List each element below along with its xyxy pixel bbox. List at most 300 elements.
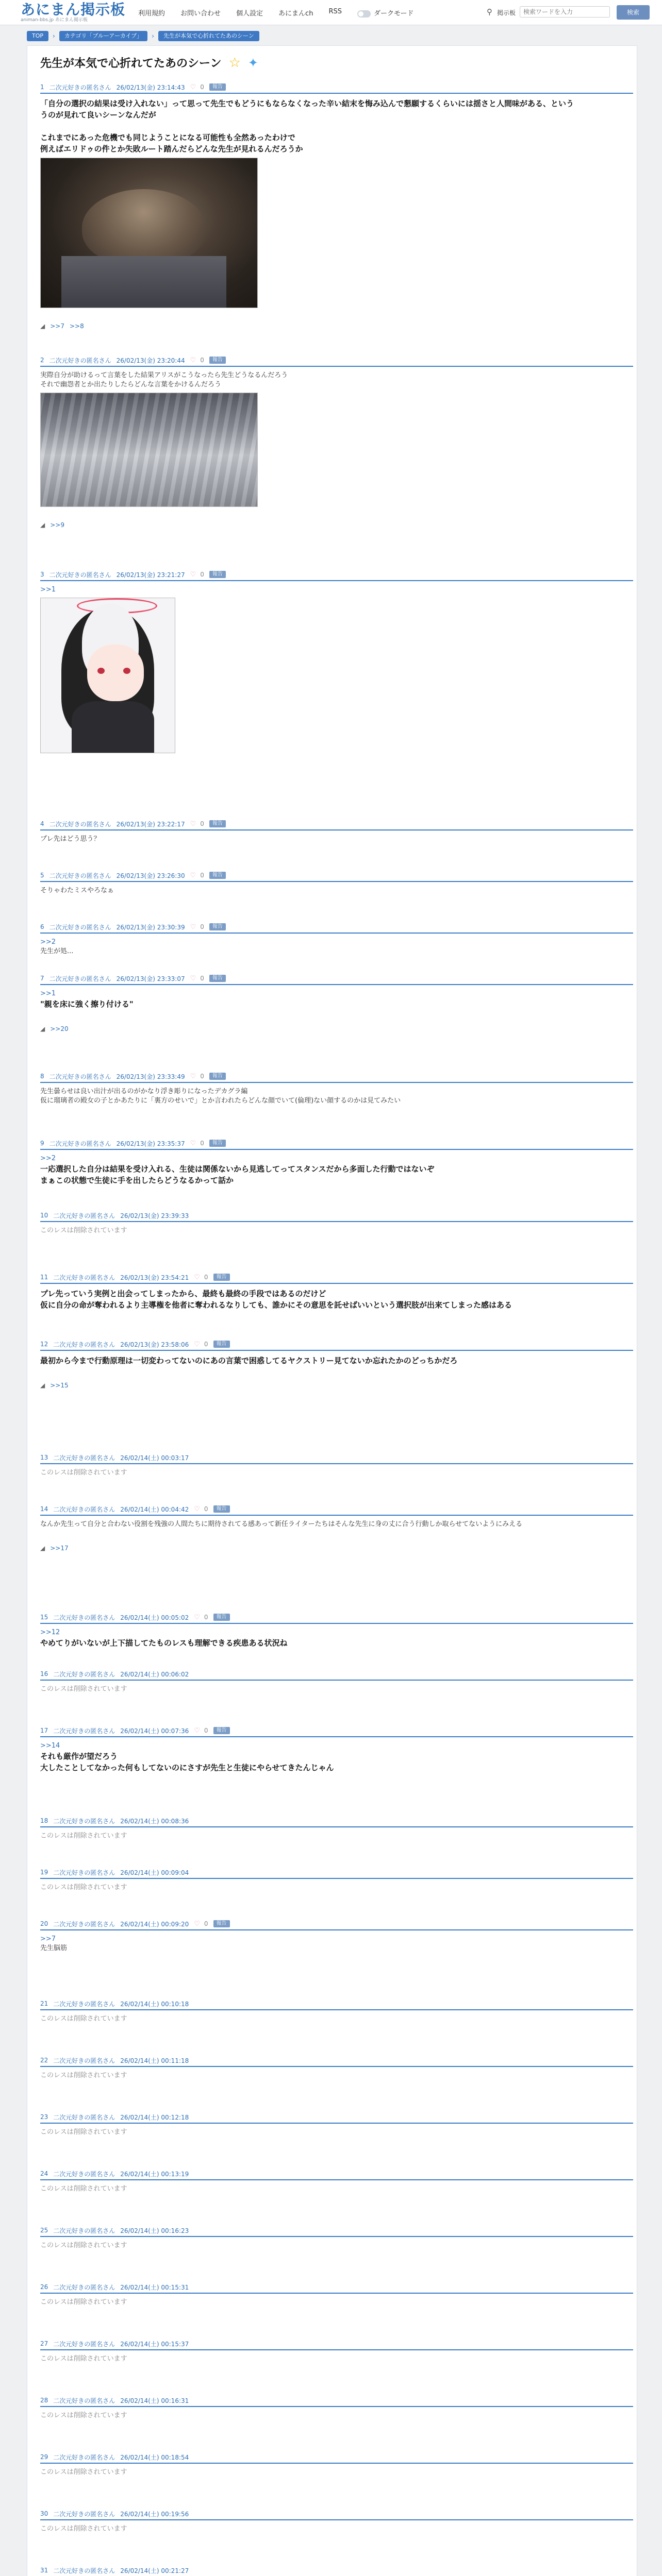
post <box>40 922 633 955</box>
post-number[interactable]: 23 <box>40 2113 48 2121</box>
post-date: 26/02/14(土) 00:06:02 <box>120 1670 189 1678</box>
post-body-line: プレ先はどう思う？ <box>40 835 101 843</box>
post-header <box>40 1999 633 2008</box>
post <box>40 82 633 330</box>
post-number[interactable]: 26 <box>40 2283 48 2291</box>
post <box>40 1669 633 1693</box>
like-heart-icon[interactable]: ♡ <box>190 820 196 828</box>
post-header <box>40 1669 633 1679</box>
deleted-message: このレスは削除されています <box>40 2015 127 2023</box>
post-number[interactable]: 21 <box>40 2000 48 2007</box>
post-date: 26/02/14(土) 00:16:31 <box>120 2397 189 2404</box>
deleted-message: このレスは削除されています <box>40 1884 127 1891</box>
post-body-line: 大したことしてなかった何もしてないのにさすが先生と生徒にやらせてきたんじゃん <box>40 1763 334 1772</box>
post-header <box>40 2396 633 2405</box>
post-header <box>40 1919 633 1928</box>
like-count: 0 <box>200 357 204 364</box>
post-author: 二次元好きの匿名さん <box>53 2510 115 2518</box>
post-author: 二次元好きの匿名さん <box>53 1920 115 1928</box>
replies-icon: ◢ <box>40 1025 45 1032</box>
report-button[interactable]: 報告 <box>209 1073 226 1080</box>
post-header <box>40 570 633 579</box>
report-button[interactable]: 報告 <box>209 820 226 827</box>
like-count: 0 <box>204 1274 208 1281</box>
report-button[interactable]: 報告 <box>209 872 226 879</box>
post <box>40 2169 633 2193</box>
post-divider <box>40 2123 633 2124</box>
post-header <box>40 2282 633 2292</box>
post-divider <box>40 1929 633 1930</box>
post <box>40 1340 633 1389</box>
post-header <box>40 1816 633 1825</box>
post-author: 二次元好きの匿名さん <box>53 2057 115 2064</box>
search-bar <box>485 5 650 20</box>
post-divider <box>40 2066 633 2067</box>
post <box>40 974 633 1032</box>
post-author: 二次元好きの匿名さん <box>49 83 111 91</box>
post-header <box>40 1072 633 1081</box>
report-button[interactable]: 報告 <box>209 975 226 982</box>
post <box>40 1816 633 1840</box>
post-body-line: これまでにあった危機でも同じようことになる可能性も全然あったわけで <box>40 133 295 142</box>
post-body-line: 先生曇らせは良い出汁が出るのがかなり浮き彫りになったデカグラ編 <box>40 1088 248 1095</box>
reference-link[interactable]: >>15 <box>50 1382 69 1389</box>
post-number[interactable]: 20 <box>40 1920 48 1927</box>
like-count: 0 <box>200 820 204 827</box>
post-author: 二次元好きの匿名さん <box>49 872 111 879</box>
post <box>40 2566 633 2575</box>
post-number[interactable]: 4 <box>40 820 44 827</box>
search-button[interactable]: 検索 <box>617 5 650 20</box>
post-author: 二次元好きの匿名さん <box>53 1505 115 1513</box>
post <box>40 1919 633 1952</box>
post-header <box>40 1726 633 1735</box>
post-body-line: 実際自分が助けるって言葉をした結果アリスがこうなったら先生どうなるんだろう <box>40 371 288 379</box>
post-author: 二次元好きの匿名さん <box>53 1454 115 1462</box>
deleted-message: このレスは削除されています <box>40 1227 127 1234</box>
post <box>40 1273 633 1310</box>
post-number[interactable]: 19 <box>40 1869 48 1876</box>
breadcrumb-category[interactable]: カテゴリ「ブルーアーカイブ」 <box>59 31 147 41</box>
post <box>40 819 633 843</box>
reference-link[interactable]: >>8 <box>69 323 84 330</box>
post-body-line: 先生が処... <box>40 947 74 955</box>
report-button[interactable]: 報告 <box>209 1140 226 1147</box>
like-heart-icon[interactable]: ♡ <box>190 356 196 364</box>
post-number[interactable]: 24 <box>40 2170 48 2177</box>
post <box>40 1613 633 1648</box>
post <box>40 1868 633 1891</box>
post-date: 26/02/14(土) 00:12:18 <box>120 2113 189 2121</box>
reply-anchor[interactable]: >>12 <box>40 1629 60 1636</box>
post-date: 26/02/13(金) 23:21:27 <box>116 571 185 579</box>
deleted-message: このレスは削除されています <box>40 2128 127 2136</box>
post-number[interactable]: 17 <box>40 1727 48 1734</box>
post-number[interactable]: 6 <box>40 923 44 930</box>
site-logo-text: あにまん掲示板 <box>21 1 126 18</box>
post-number[interactable]: 28 <box>40 2397 48 2404</box>
thread-title: 先生が本気で心折れてたあのシーン <box>40 57 222 70</box>
report-button[interactable]: 報告 <box>213 1727 230 1734</box>
post <box>40 1139 633 1185</box>
post-number[interactable]: 16 <box>40 1670 48 1677</box>
reference-link[interactable]: >>20 <box>50 1025 69 1032</box>
post-date: 26/02/13(金) 23:54:21 <box>120 1274 189 1281</box>
post <box>40 2056 633 2079</box>
post-header <box>40 1868 633 1877</box>
post-author: 二次元好きの匿名さん <box>53 2453 115 2461</box>
post-header <box>40 2339 633 2348</box>
like-count: 0 <box>200 975 204 982</box>
reply-anchor[interactable]: >>1 <box>40 990 56 997</box>
like-count: 0 <box>204 1614 208 1621</box>
post-date: 26/02/13(金) 23:22:17 <box>116 820 185 828</box>
post-body-line: 仮に瑠璃者の殿女の子とかあたりに「裏方のせいで」とか言われたらどんな顔でいて(倫理)ない顔するのかは見てみたい <box>40 1097 401 1105</box>
post <box>40 2112 633 2136</box>
post <box>40 1726 633 1772</box>
site-logo[interactable] <box>21 2 125 23</box>
like-count: 0 <box>204 1505 208 1513</box>
post-divider <box>40 2406 633 2407</box>
post-divider <box>40 1623 633 1624</box>
post-author: 二次元好きの匿名さん <box>53 1341 115 1348</box>
like-heart-icon[interactable]: ♡ <box>190 923 196 931</box>
post-date: 26/02/14(土) 00:15:31 <box>120 2283 189 2291</box>
post-author: 二次元好きの匿名さん <box>49 571 111 579</box>
post-header <box>40 871 633 880</box>
nav-settings[interactable]: 個人設定 <box>236 10 263 18</box>
post-body-line: 先生脳筋 <box>40 1944 68 1952</box>
deleted-message: このレスは削除されています <box>40 1832 127 1840</box>
nav-contact[interactable]: お問い合わせ <box>180 10 221 18</box>
breadcrumb-top[interactable]: TOP <box>27 31 48 41</box>
post-divider <box>40 1350 633 1351</box>
like-heart-icon[interactable]: ♡ <box>190 570 196 579</box>
reply-anchor[interactable]: >>7 <box>40 1935 56 1943</box>
reply-anchor[interactable]: >>2 <box>40 1155 56 1162</box>
like-heart-icon[interactable]: ♡ <box>190 1072 196 1080</box>
like-count: 0 <box>200 83 204 91</box>
post-image[interactable] <box>40 393 258 507</box>
reference-link[interactable]: >>7 <box>50 323 64 330</box>
like-count: 0 <box>204 1341 208 1348</box>
post-number[interactable]: 30 <box>40 2510 48 2517</box>
post-header <box>40 974 633 983</box>
post-date: 26/02/13(金) 23:33:49 <box>116 1073 185 1080</box>
deleted-message: このレスは削除されています <box>40 2072 127 2079</box>
post-date: 26/02/14(土) 00:11:18 <box>120 2057 189 2064</box>
post-divider <box>40 2179 633 2180</box>
post-divider <box>40 1149 633 1150</box>
post-body-line: プレ先っていう実例と出会ってしまったから、最終も最終の手段ではあるのだけど <box>40 1289 326 1298</box>
post-number[interactable]: 14 <box>40 1505 48 1513</box>
post-header <box>40 355 633 365</box>
post-divider <box>40 829 633 831</box>
post-divider <box>40 1463 633 1464</box>
breadcrumb-separator-icon: › <box>152 32 154 40</box>
post-author: 二次元好きの匿名さん <box>53 1670 115 1678</box>
post-header <box>40 2056 633 2065</box>
post <box>40 871 633 894</box>
reference-link[interactable]: >>9 <box>50 521 64 529</box>
report-button[interactable]: 報告 <box>213 1920 230 1927</box>
deleted-message: このレスは削除されています <box>40 2468 127 2476</box>
post-body-line: なんか先生って自分と合わない役割を残強の人間たちに期待されてる感あって新任ライターたちはそんな先生に身の丈に合う行動しか取らせてないようにみえる <box>40 1520 523 1528</box>
replies-icon: ◢ <box>40 1382 45 1389</box>
post-author: 二次元好きの匿名さん <box>49 357 111 364</box>
post-date: 26/02/13(金) 23:58:06 <box>120 1341 189 1348</box>
post <box>40 1504 633 1552</box>
post-divider <box>40 984 633 985</box>
post-date: 26/02/14(土) 00:21:27 <box>120 2567 189 2574</box>
post-header <box>40 2452 633 2462</box>
post-header <box>40 1273 633 1282</box>
post-date: 26/02/13(金) 23:33:07 <box>116 975 185 982</box>
post-date: 26/02/14(土) 00:07:36 <box>120 1727 189 1735</box>
report-button[interactable]: 報告 <box>209 923 226 930</box>
post-body-line: それも厳作が望だろう <box>40 1752 118 1761</box>
post-date: 26/02/13(金) 23:14:43 <box>116 83 185 91</box>
post-number[interactable]: 27 <box>40 2340 48 2347</box>
darkmode-toggle[interactable] <box>357 8 413 18</box>
post-date: 26/02/14(土) 00:16:23 <box>120 2227 189 2234</box>
post-author: 二次元好きの匿名さん <box>49 975 111 982</box>
search-scope-label: 掲示板 <box>497 9 516 16</box>
post-body-line: 最初から今まで行動原理は一切変わってないのにあの言葉で困惑してるヤクストリー見てないか忘れたかのどっちかだろ <box>40 1356 458 1365</box>
like-heart-icon[interactable]: ♡ <box>194 1920 200 1928</box>
post <box>40 1453 633 1477</box>
post-date: 26/02/13(金) 23:35:37 <box>116 1140 185 1147</box>
post <box>40 1999 633 2023</box>
image-detail <box>123 668 130 674</box>
post-author: 二次元好きの匿名さん <box>49 1140 111 1147</box>
post-divider <box>40 1283 633 1284</box>
post-divider <box>40 2293 633 2294</box>
report-button[interactable]: 報告 <box>209 571 226 578</box>
post-header <box>40 2226 633 2235</box>
like-count: 0 <box>204 1727 208 1734</box>
post-number[interactable]: 1 <box>40 83 44 91</box>
post-divider <box>40 1680 633 1681</box>
post-header <box>40 2509 633 2518</box>
post-author: 二次元好きの匿名さん <box>53 2227 115 2234</box>
post-author: 二次元好きの匿名さん <box>53 2170 115 2178</box>
post-header <box>40 2566 633 2575</box>
reply-anchor[interactable]: >>1 <box>40 586 56 594</box>
post-number[interactable]: 10 <box>40 1212 48 1219</box>
post-header <box>40 1613 633 1622</box>
top-bar <box>0 0 662 25</box>
post-divider <box>40 1221 633 1222</box>
post-divider <box>40 1736 633 1737</box>
post-header <box>40 819 633 828</box>
like-count: 0 <box>200 1140 204 1147</box>
post-divider <box>40 1878 633 1879</box>
post-author: 二次元好きの匿名さん <box>53 2340 115 2348</box>
post-divider <box>40 93 633 94</box>
post-number[interactable]: 29 <box>40 2453 48 2461</box>
post-number[interactable]: 2 <box>40 357 44 364</box>
post-body-line: 仮に自分の命が奪われるより主導権を他者に奪われるなりしても、誰かにその意思を託せばいいという選択肢が出来てしまった感はある <box>40 1300 512 1310</box>
like-heart-icon[interactable]: ♡ <box>194 1726 200 1735</box>
post-date: 26/02/14(土) 00:13:19 <box>120 2170 189 2178</box>
post-date: 26/02/14(土) 00:08:36 <box>120 1817 189 1825</box>
post-author: 二次元好きの匿名さん <box>53 2567 115 2574</box>
post <box>40 355 633 529</box>
post-header <box>40 1453 633 1462</box>
deleted-message: このレスは削除されています <box>40 2298 127 2306</box>
like-heart-icon[interactable]: ♡ <box>190 83 196 91</box>
post <box>40 1211 633 1234</box>
post-body-line: やめてりがいないが上下描してたものレスも理解できる疾患ある状況ね <box>40 1638 288 1648</box>
post-divider <box>40 2519 633 2520</box>
post-divider <box>40 1515 633 1516</box>
post-date: 26/02/14(土) 00:18:54 <box>120 2453 189 2461</box>
like-count: 0 <box>200 872 204 879</box>
post-divider <box>40 2236 633 2237</box>
report-button[interactable]: 報告 <box>209 83 226 91</box>
deleted-message: このレスは削除されています <box>40 2242 127 2249</box>
nav-animan-ch[interactable]: あにまんch <box>278 10 313 18</box>
breadcrumb <box>27 31 259 41</box>
post-divider <box>40 1826 633 1827</box>
post-header <box>40 1211 633 1220</box>
post-body-line: 「自分の選択の結果は受け入れない」って思って先生でもどうにもならなくなった辛い結末を悔み込んで懇願するくらいには揺さと人間味がある、という <box>40 99 574 108</box>
image-detail <box>72 701 154 753</box>
post-author: 二次元好きの匿名さん <box>53 2000 115 2008</box>
darkmode-label: ダークモード <box>373 10 414 18</box>
post-number[interactable]: 11 <box>40 1274 48 1281</box>
nav-rss[interactable]: RSS <box>328 8 342 15</box>
like-heart-icon[interactable]: ♡ <box>194 1273 200 1281</box>
deleted-message: このレスは削除されています <box>40 2525 127 2533</box>
reply-anchor[interactable]: >>14 <box>40 1742 60 1750</box>
deleted-message: このレスは削除されています <box>40 1685 127 1693</box>
post-header <box>40 2169 633 2178</box>
post-number[interactable]: 3 <box>40 571 44 578</box>
like-heart-icon[interactable]: ♡ <box>194 1613 200 1621</box>
nav-terms[interactable]: 利用規約 <box>138 10 166 18</box>
post-body-line: 例えばエリドゥの件とか失敗ルート踏んだらどんな先生が見れるんだろうか <box>40 144 303 154</box>
post-number[interactable]: 22 <box>40 2057 48 2064</box>
post-author: 二次元好きの匿名さん <box>53 2397 115 2404</box>
breadcrumb-separator-icon: › <box>53 32 55 40</box>
post <box>40 2339 633 2363</box>
post-number[interactable]: 12 <box>40 1341 48 1348</box>
reply-references <box>40 1025 74 1032</box>
report-button[interactable]: 報告 <box>209 357 226 364</box>
post-number[interactable]: 13 <box>40 1454 48 1461</box>
post-author: 二次元好きの匿名さん <box>53 1614 115 1621</box>
post <box>40 2226 633 2249</box>
reply-references <box>40 1382 74 1389</box>
replies-icon: ◢ <box>40 1545 45 1552</box>
post-date: 26/02/13(金) 23:26:30 <box>116 872 185 879</box>
reply-references <box>40 1545 74 1552</box>
post-header <box>40 1139 633 1148</box>
post-date: 26/02/14(土) 00:03:17 <box>120 1454 189 1462</box>
favorite-star-icon[interactable]: ☆ <box>228 55 241 71</box>
post-number[interactable]: 9 <box>40 1140 44 1147</box>
post <box>40 2396 633 2419</box>
post-header <box>40 2112 633 2122</box>
post-date: 26/02/13(金) 23:39:33 <box>120 1212 189 1219</box>
post <box>40 1072 633 1105</box>
reference-link[interactable]: >>17 <box>50 1545 69 1552</box>
post-author: 二次元好きの匿名さん <box>53 1817 115 1825</box>
post-author: 二次元好きの匿名さん <box>49 820 111 828</box>
like-heart-icon[interactable]: ♡ <box>194 1340 200 1348</box>
report-button[interactable]: 報告 <box>213 1614 230 1621</box>
post-date: 26/02/13(金) 23:30:39 <box>116 923 185 931</box>
post-number[interactable]: 18 <box>40 1817 48 1824</box>
like-count: 0 <box>204 1920 208 1927</box>
like-heart-icon[interactable]: ♡ <box>190 871 196 879</box>
post-author: 二次元好きの匿名さん <box>53 1869 115 1876</box>
reply-anchor[interactable]: >>2 <box>40 938 56 946</box>
post-divider <box>40 933 633 934</box>
report-button[interactable]: 報告 <box>213 1274 230 1281</box>
post-number[interactable]: 7 <box>40 975 44 982</box>
replies-icon: ◢ <box>40 323 45 330</box>
post-number[interactable]: 25 <box>40 2227 48 2234</box>
top-nav <box>138 8 413 18</box>
search-icon: ⚲ <box>487 7 492 16</box>
post-author: 二次元好きの匿名さん <box>53 2113 115 2121</box>
search-input[interactable] <box>520 6 610 18</box>
post <box>40 2509 633 2533</box>
post-number[interactable]: 5 <box>40 872 44 879</box>
post-author: 二次元好きの匿名さん <box>49 923 111 931</box>
image-detail <box>87 645 144 701</box>
post-date: 26/02/14(土) 00:09:20 <box>120 1920 189 1928</box>
post-number[interactable]: 8 <box>40 1073 44 1080</box>
post <box>40 2282 633 2306</box>
post-body-line: そりゃわたミスやろなぁ <box>40 887 114 894</box>
post-number[interactable]: 31 <box>40 2567 48 2574</box>
like-heart-icon[interactable]: ♡ <box>190 1139 196 1147</box>
post-author: 二次元好きの匿名さん <box>53 1727 115 1735</box>
post-body-line: "親を床に強く擦り付ける" <box>40 999 134 1009</box>
like-heart-icon[interactable]: ♡ <box>190 974 196 982</box>
post-date: 26/02/14(土) 00:05:02 <box>120 1614 189 1621</box>
post-image[interactable] <box>40 598 175 753</box>
post-author: 二次元好きの匿名さん <box>49 1073 111 1080</box>
post <box>40 570 633 594</box>
like-count: 0 <box>200 571 204 578</box>
post-image[interactable] <box>40 158 258 308</box>
report-button[interactable]: 報告 <box>213 1341 230 1348</box>
post-divider <box>40 2009 633 2010</box>
post-divider <box>40 881 633 882</box>
toggle-switch[interactable] <box>357 10 371 18</box>
breadcrumb-thread[interactable]: 先生が本気で心折れてたあのシーン <box>158 31 259 41</box>
replies-icon: ◢ <box>40 521 45 529</box>
like-heart-icon[interactable]: ♡ <box>194 1505 200 1513</box>
post-header <box>40 922 633 931</box>
report-button[interactable]: 報告 <box>213 1505 230 1513</box>
post-number[interactable]: 15 <box>40 1614 48 1621</box>
post-body-line: うのが見れて良いシーンなんだが <box>40 110 156 120</box>
post <box>40 2452 633 2476</box>
twitter-share-icon[interactable]: ✦ <box>247 55 258 70</box>
post-divider <box>40 2463 633 2464</box>
post-author: 二次元好きの匿名さん <box>53 1212 115 1219</box>
image-detail <box>97 668 105 674</box>
reply-references <box>40 521 70 529</box>
post-author: 二次元好きの匿名さん <box>53 2283 115 2291</box>
deleted-message: このレスは削除されています <box>40 2412 127 2419</box>
